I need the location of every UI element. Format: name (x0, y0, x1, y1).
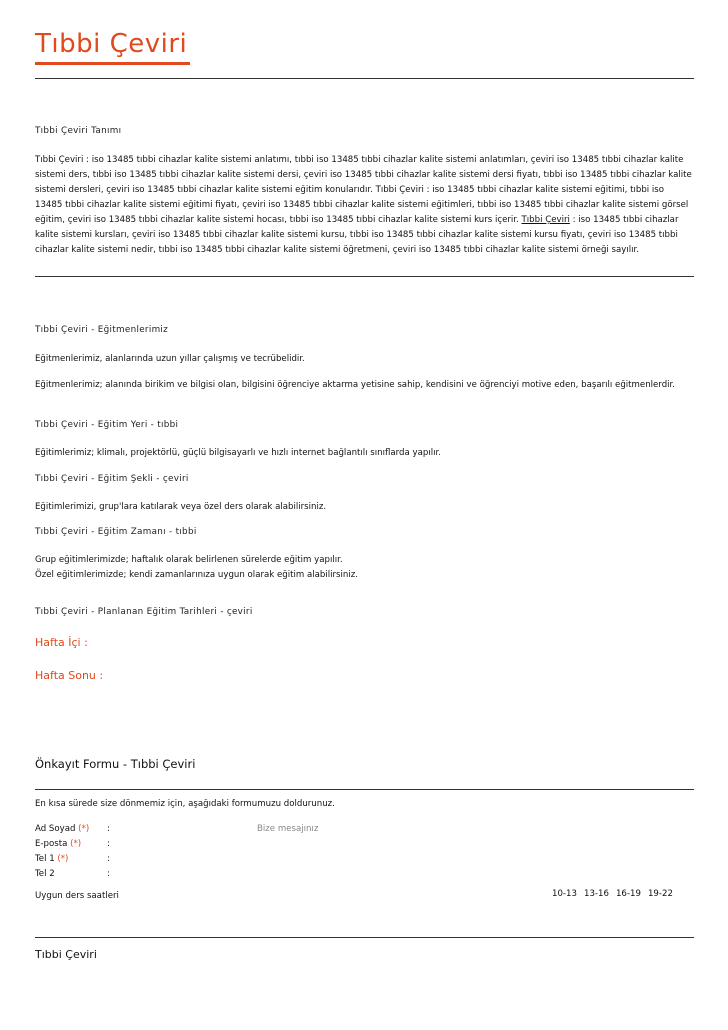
phone2-field[interactable] (35, 869, 235, 883)
name-field[interactable] (35, 824, 235, 838)
section-divider (35, 276, 694, 277)
colon: : (107, 854, 110, 864)
format-p1: Eğitimlerimizi, grup'lara katılarak veya özel ders olarak alabilirsiniz. (35, 502, 327, 512)
intro-body (35, 153, 694, 258)
place-heading: Tıbbi Çeviri - Eğitim Yeri - tıbbi (35, 420, 179, 430)
required-mark: (*) (70, 839, 82, 849)
phone1-field[interactable] (35, 854, 235, 868)
timing-line2: Özel eğitimlerimizde; kendi zamanlarınıza uygun olarak eğitim alabilirsiniz. (35, 570, 358, 580)
timing-line1: Grup eğitimlerimizde; haftalık olarak belirlenen sürelerde eğitim yapılır. (35, 555, 343, 565)
colon: : (107, 824, 110, 834)
weekdays-label: Hafta İçi : (35, 636, 88, 649)
email-label: E-posta (*) (35, 839, 82, 849)
message-textarea[interactable]: Bize mesajınız (257, 824, 319, 834)
place-p1: Eğitimlerimiz; klimalı, projektörlü, güçlü bilgisayarlı ve hızlı internet bağlantılı sınıflarda yapılır. (35, 448, 441, 458)
timing-heading: Tıbbi Çeviri - Eğitim Zamanı - tıbbi (35, 527, 197, 537)
required-mark: (*) (78, 824, 90, 834)
form-title: Önkayıt Formu - Tıbbi Çeviri (35, 757, 196, 771)
colon: : (107, 839, 110, 849)
name-label: Ad Soyad (*) (35, 824, 90, 834)
colon: : (107, 869, 110, 879)
trainers-heading: Tıbbi Çeviri - Eğitmenlerimiz (35, 325, 169, 335)
hour-option[interactable]: 10-13 (552, 889, 577, 899)
hour-option[interactable]: 13-16 (583, 889, 609, 899)
hours-options (552, 889, 673, 899)
trainers-p2: Eğitmenlerimiz; alanında birikim ve bilgisi olan, bilgisini öğrenciye aktarma yetisine sahip, kendisini ve öğrenciyi motive eden, başarılı eğitmenlerdir. (35, 380, 676, 390)
email-field[interactable] (35, 839, 235, 853)
form-divider (35, 789, 694, 790)
phone2-label: Tel 2 (35, 869, 55, 879)
site-title: Tıbbi Çeviri (35, 29, 188, 59)
intro-text-a: Tıbbi Çeviri : iso 13485 tıbbi cihazlar kalite sistemi anlatımı, tıbbi iso 13485 tıbbi cihazlar kalite sistemi anlatımları, çeviri iso 13485 tıbbi cihazlar kalite sistemi ders, tıbbi iso 13485 tıbbi cihazlar kalite sistemi dersi, çeviri iso 13485 tıbbi cihazlar kalite sistemi dersi fiyatı, tıbbi iso 13485 tıbbi cihazlar kalite sistemi dersleri, çeviri iso 13485 tıbbi cihazlar kalite sistemi eğitim konularıdır. Tıbbi Çeviri : iso 13485 tıbbi cihazlar kalite sistemi eğitimi, tıbbi iso 13485 tıbbi cihazlar kalite sistemi eğitimi fiyatı, çeviri iso 13485 tıbbi cihazlar kalite sistemi eğitimleri, tıbbi iso 13485 tıbbi cihazlar kalite sistemi görsel eğitim, çeviri iso 13485 tıbbi cihazlar kalite sistemi hocası, tıbbi iso 13485 tıbbi cihazlar kalite sistemi kurs içerir. (35, 155, 692, 225)
form-intro: En kısa sürede size dönmemiz için, aşağıdaki formumuzu doldurunuz. (35, 799, 335, 809)
trainers-p1: Eğitmenlerimiz, alanlarında uzun yıllar çalışmış ve tecrübelidir. (35, 354, 305, 364)
required-mark: (*) (57, 854, 69, 864)
intro-heading: Tıbbi Çeviri Tanımı (35, 126, 122, 136)
phone1-label: Tel 1 (*) (35, 854, 69, 864)
intro-text-b: : iso 13485 tıbbi cihazlar kalite sistemi kursları, çeviri iso 13485 tıbbi cihazlar kalite sistemi kursu, tıbbi iso 13485 tıbbi cihazlar kalite sistemi kursu fiyatı, çeviri iso 13485 tıbbi cihazlar kalite sistemi nedir, tıbbi iso 13485 tıbbi cihazlar kalite sistemi öğretmeni, çeviri iso 13485 tıbbi cihazlar kalite sistemi örneği sayılır. (35, 215, 679, 255)
footer-divider (35, 937, 694, 938)
schedule-heading: Tıbbi Çeviri - Planlanan Eğitim Tarihleri - çeviri (35, 607, 253, 617)
title-underline (35, 62, 190, 65)
hour-option[interactable]: 16-19 (615, 889, 641, 899)
hours-label: Uygun ders saatleri (35, 891, 119, 901)
hour-option[interactable]: 19-22 (647, 889, 673, 899)
header-divider (35, 78, 694, 79)
weekend-label: Hafta Sonu : (35, 669, 104, 682)
intro-link[interactable]: Tıbbi Çeviri (521, 215, 570, 225)
format-heading: Tıbbi Çeviri - Eğitim Şekli - çeviri (35, 474, 189, 484)
footer-title: Tıbbi Çeviri (35, 948, 97, 961)
